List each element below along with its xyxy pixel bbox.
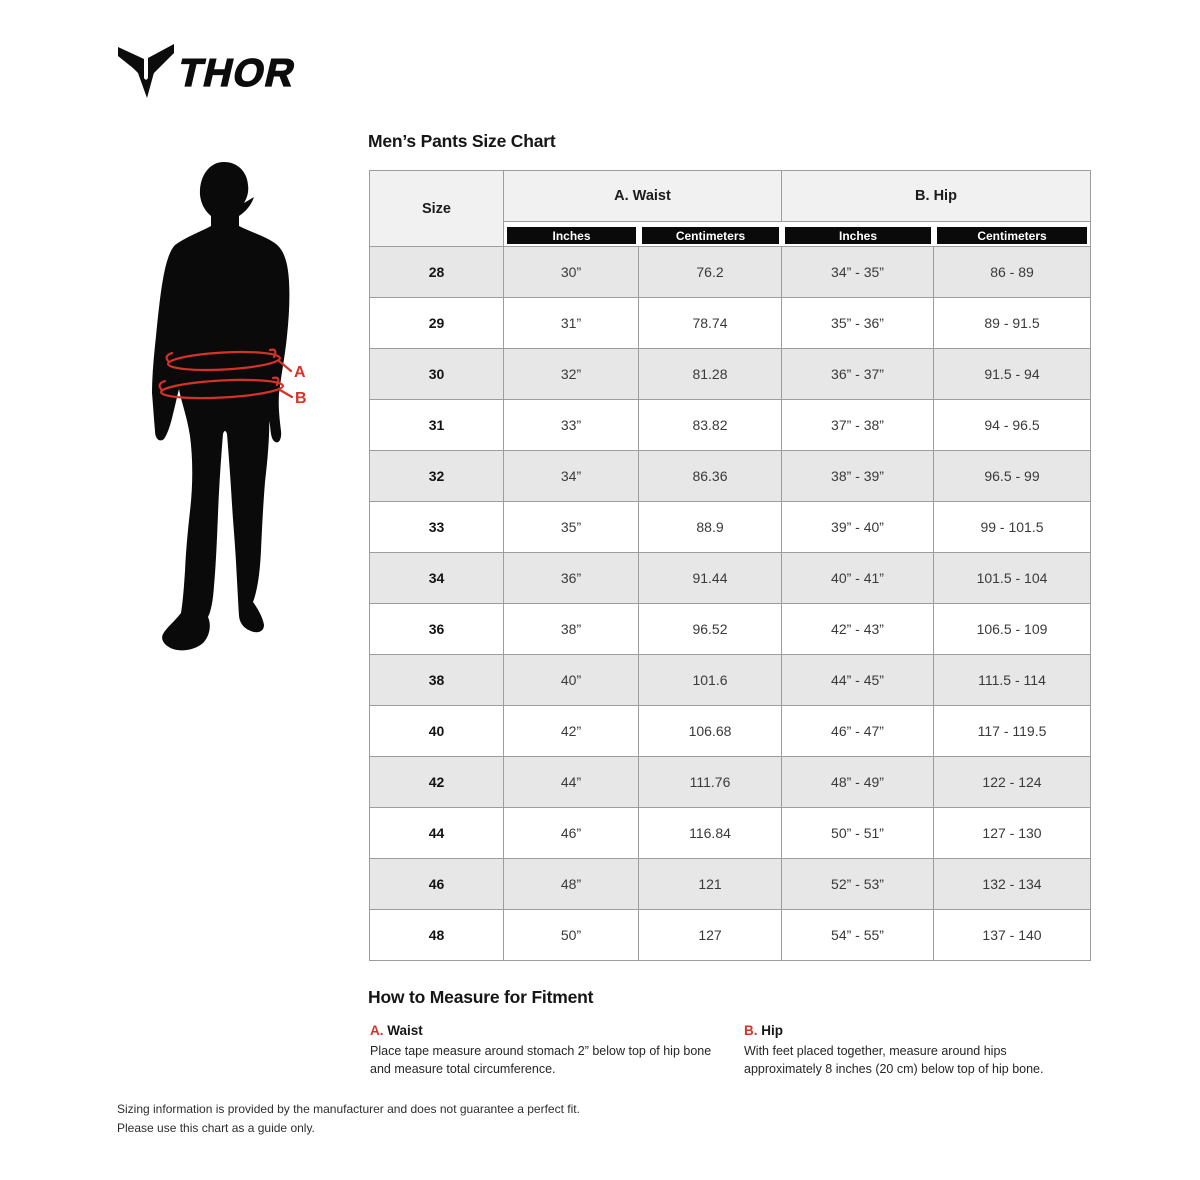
col-header-hip-inches: Inches bbox=[785, 227, 931, 244]
size-cell: 28 bbox=[370, 247, 503, 297]
waist-in-cell: 48” bbox=[504, 859, 638, 909]
size-cell: 33 bbox=[370, 502, 503, 552]
hip-in-cell: 35” - 36” bbox=[782, 298, 933, 348]
col-header-hip: B. Hip bbox=[782, 171, 1090, 221]
waist-in-cell: 31” bbox=[504, 298, 638, 348]
hip-in-cell: 54” - 55” bbox=[782, 910, 933, 960]
size-cell: 46 bbox=[370, 859, 503, 909]
disclaimer-line: Sizing information is provided by the manufacturer and does not guarantee a perfect fit. bbox=[117, 1102, 580, 1116]
instruction-title bbox=[370, 1023, 720, 1038]
hip-in-cell: 34” - 35” bbox=[782, 247, 933, 297]
hip-in-cell: 37” - 38” bbox=[782, 400, 933, 450]
waist-cm-cell: 76.2 bbox=[639, 247, 781, 297]
hip-cm-cell: 127 - 130 bbox=[934, 808, 1090, 858]
thor-logo bbox=[117, 42, 312, 100]
hip-cm-cell: 106.5 - 109 bbox=[934, 604, 1090, 654]
page-title: Men’s Pants Size Chart bbox=[368, 131, 556, 151]
hip-cm-cell: 137 - 140 bbox=[934, 910, 1090, 960]
hip-in-cell: 46” - 47” bbox=[782, 706, 933, 756]
waist-in-cell: 35” bbox=[504, 502, 638, 552]
waist-cm-cell: 91.44 bbox=[639, 553, 781, 603]
col-header-hip-cm: Centimeters bbox=[937, 227, 1087, 244]
instruction-title bbox=[744, 1023, 1080, 1038]
measurement-figure bbox=[128, 140, 368, 670]
instruction-name: Hip bbox=[761, 1023, 784, 1038]
section-title-how-to-measure: How to Measure for Fitment bbox=[368, 987, 594, 1007]
hip-cm-cell: 86 - 89 bbox=[934, 247, 1090, 297]
col-header-waist: A. Waist bbox=[504, 171, 781, 221]
waist-in-cell: 36” bbox=[504, 553, 638, 603]
hip-in-cell: 40” - 41” bbox=[782, 553, 933, 603]
size-cell: 42 bbox=[370, 757, 503, 807]
hip-in-cell: 52” - 53” bbox=[782, 859, 933, 909]
size-cell: 29 bbox=[370, 298, 503, 348]
col-header-waist-inches: Inches bbox=[507, 227, 636, 244]
waist-cm-cell: 106.68 bbox=[639, 706, 781, 756]
size-cell: 31 bbox=[370, 400, 503, 450]
sub-header-row bbox=[504, 222, 1090, 246]
male-silhouette bbox=[152, 162, 289, 650]
waist-in-cell: 44” bbox=[504, 757, 638, 807]
brand-wordmark: THOR bbox=[174, 51, 301, 95]
hip-cm-cell: 122 - 124 bbox=[934, 757, 1090, 807]
waist-cm-cell: 116.84 bbox=[639, 808, 781, 858]
hip-in-cell: 36” - 37” bbox=[782, 349, 933, 399]
waist-in-cell: 46” bbox=[504, 808, 638, 858]
waist-cm-cell: 81.28 bbox=[639, 349, 781, 399]
hip-cm-cell: 99 - 101.5 bbox=[934, 502, 1090, 552]
hip-cm-cell: 89 - 91.5 bbox=[934, 298, 1090, 348]
waist-callout-label: A bbox=[294, 364, 306, 381]
hip-in-cell: 38” - 39” bbox=[782, 451, 933, 501]
waist-cm-cell: 121 bbox=[639, 859, 781, 909]
waist-in-cell: 34” bbox=[504, 451, 638, 501]
col-header-waist-cm: Centimeters bbox=[642, 227, 779, 244]
waist-cm-cell: 88.9 bbox=[639, 502, 781, 552]
hip-cm-cell: 101.5 - 104 bbox=[934, 553, 1090, 603]
measure-instruction-hip bbox=[744, 1023, 1080, 1078]
waist-cm-cell: 127 bbox=[639, 910, 781, 960]
col-header-size: Size bbox=[370, 171, 503, 246]
size-cell: 34 bbox=[370, 553, 503, 603]
thor-horns-icon bbox=[118, 44, 174, 98]
waist-in-cell: 30” bbox=[504, 247, 638, 297]
size-chart-table bbox=[369, 170, 1091, 961]
disclaimer-line: Please use this chart as a guide only. bbox=[117, 1120, 315, 1135]
hip-cm-cell: 94 - 96.5 bbox=[934, 400, 1090, 450]
size-cell: 38 bbox=[370, 655, 503, 705]
size-cell: 36 bbox=[370, 604, 503, 654]
instruction-name: Waist bbox=[387, 1023, 423, 1038]
waist-in-cell: 42” bbox=[504, 706, 638, 756]
hip-cm-cell: 96.5 - 99 bbox=[934, 451, 1090, 501]
waist-cm-cell: 96.52 bbox=[639, 604, 781, 654]
instruction-letter: B. bbox=[744, 1023, 758, 1038]
waist-in-cell: 38” bbox=[504, 604, 638, 654]
waist-cm-cell: 111.76 bbox=[639, 757, 781, 807]
size-cell: 48 bbox=[370, 910, 503, 960]
hip-cm-cell: 132 - 134 bbox=[934, 859, 1090, 909]
waist-in-cell: 50” bbox=[504, 910, 638, 960]
hip-in-cell: 50” - 51” bbox=[782, 808, 933, 858]
instruction-letter: A. bbox=[370, 1023, 384, 1038]
hip-in-cell: 48” - 49” bbox=[782, 757, 933, 807]
hip-leader-line bbox=[280, 390, 292, 397]
waist-cm-cell: 83.82 bbox=[639, 400, 781, 450]
waist-in-cell: 40” bbox=[504, 655, 638, 705]
hip-cm-cell: 111.5 - 114 bbox=[934, 655, 1090, 705]
hip-cm-cell: 117 - 119.5 bbox=[934, 706, 1090, 756]
instruction-description: Place tape measure around stomach 2” below top of hip bone and measure total circumference. bbox=[370, 1044, 712, 1077]
disclaimer bbox=[117, 1100, 580, 1137]
hip-callout-label: B bbox=[295, 390, 307, 407]
waist-in-cell: 32” bbox=[504, 349, 638, 399]
hip-in-cell: 44” - 45” bbox=[782, 655, 933, 705]
hip-in-cell: 42” - 43” bbox=[782, 604, 933, 654]
waist-cm-cell: 78.74 bbox=[639, 298, 781, 348]
size-cell: 32 bbox=[370, 451, 503, 501]
waist-cm-cell: 101.6 bbox=[639, 655, 781, 705]
hip-in-cell: 39” - 40” bbox=[782, 502, 933, 552]
waist-cm-cell: 86.36 bbox=[639, 451, 781, 501]
size-cell: 40 bbox=[370, 706, 503, 756]
instruction-description: With feet placed together, measure around hips approximately 8 inches (20 cm) below top of hip bone. bbox=[744, 1044, 1044, 1077]
waist-in-cell: 33” bbox=[504, 400, 638, 450]
size-cell: 30 bbox=[370, 349, 503, 399]
measure-instruction-waist bbox=[370, 1023, 720, 1078]
size-cell: 44 bbox=[370, 808, 503, 858]
hip-cm-cell: 91.5 - 94 bbox=[934, 349, 1090, 399]
